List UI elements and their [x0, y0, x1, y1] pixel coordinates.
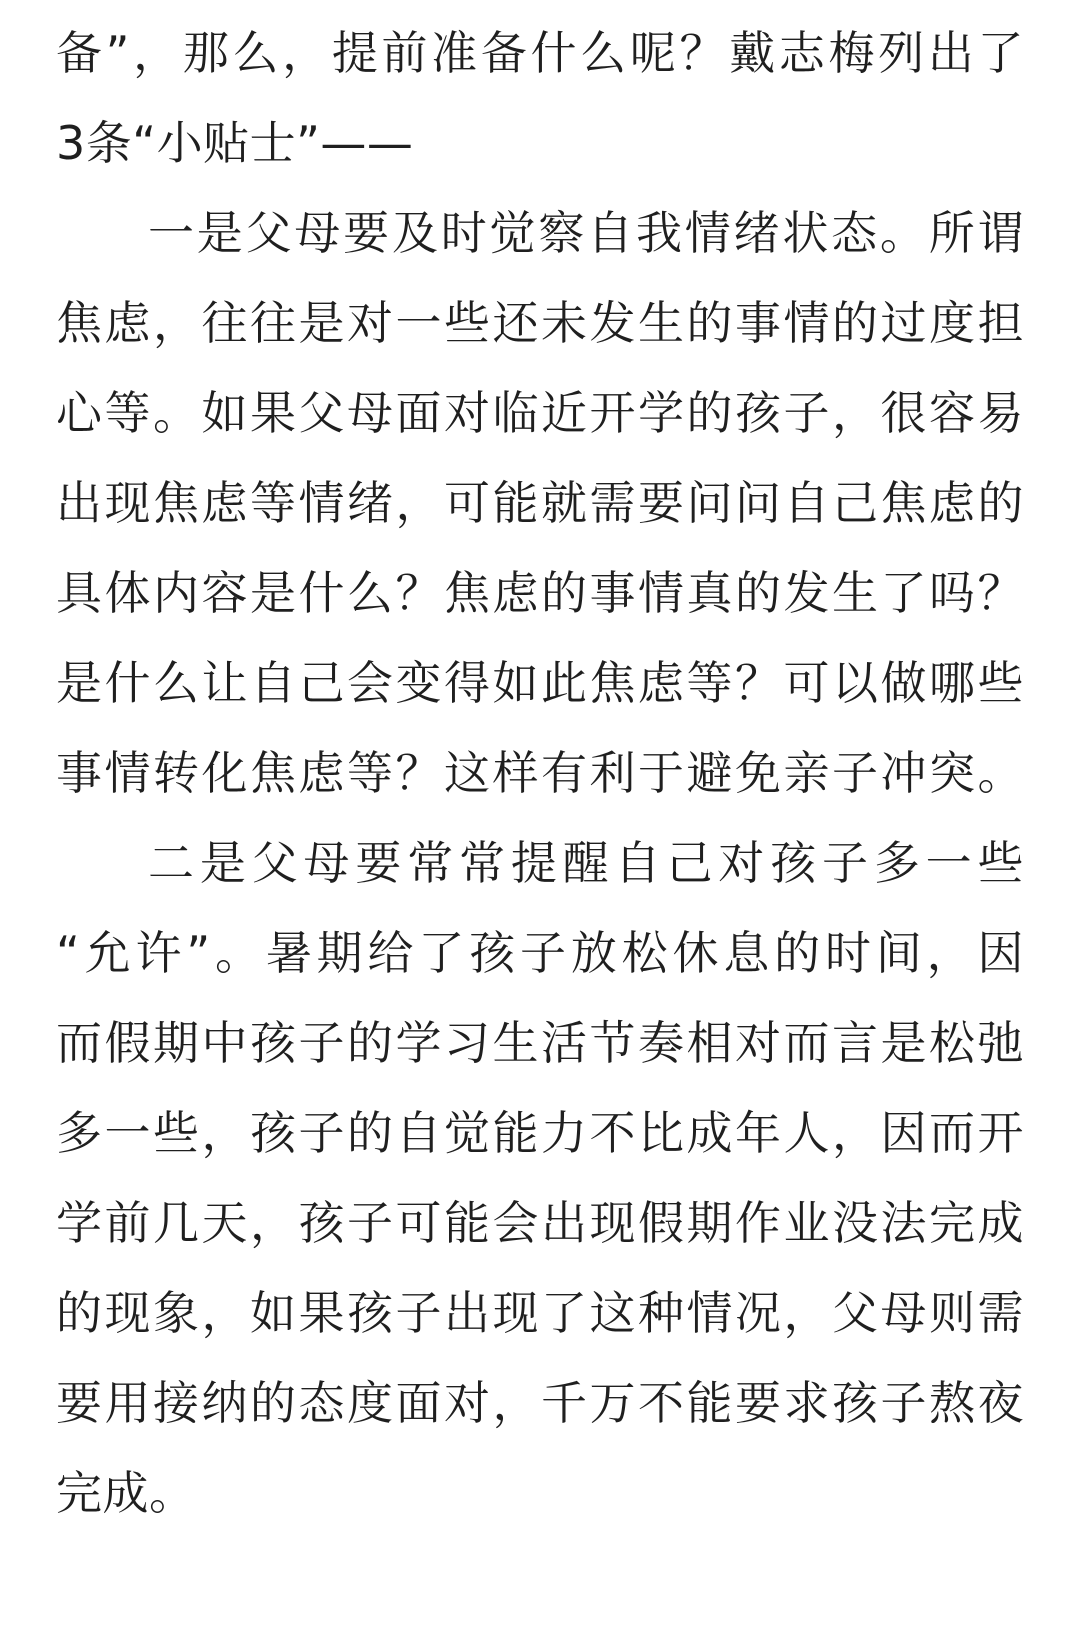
paragraph-2	[56, 188, 1024, 818]
text-line: 3条“小贴士”——	[56, 116, 414, 170]
text-line: 多一些，孩子的自觉能力不比成年人，因而开	[56, 1106, 1024, 1160]
text-line: 完成。	[56, 1466, 196, 1520]
paragraph-1	[56, 8, 1024, 188]
text-line: 备”，那么，提前准备什么呢？戴志梅列出了	[56, 26, 1024, 80]
text-line: 心等。如果父母面对临近开学的孩子，很容易	[56, 386, 1024, 440]
text-line: 学前几天，孩子可能会出现假期作业没法完成	[56, 1196, 1024, 1250]
text-line: “允许”。暑期给了孩子放松休息的时间，因	[56, 926, 1024, 980]
text-line: 出现焦虑等情绪，可能就需要问问自己焦虑的	[56, 476, 1024, 530]
text-line: 具体内容是什么？焦虑的事情真的发生了吗？	[56, 566, 1024, 620]
text-line: 焦虑，往往是对一些还未发生的事情的过度担	[56, 296, 1024, 350]
text-line: 要用接纳的态度面对，千万不能要求孩子熬夜	[56, 1376, 1024, 1430]
text-line: 一是父母要及时觉察自我情绪状态。所谓	[148, 206, 1024, 260]
text-line: 二是父母要常常提醒自己对孩子多一些	[148, 836, 1024, 890]
text-line: 的现象，如果孩子出现了这种情况，父母则需	[56, 1286, 1024, 1340]
text-line: 是什么让自己会变得如此焦虑等？可以做哪些	[56, 656, 1024, 710]
text-line: 而假期中孩子的学习生活节奏相对而言是松弛	[56, 1016, 1024, 1070]
text-line: 事情转化焦虑等？这样有利于避免亲子冲突。	[56, 746, 1024, 800]
paragraph-3	[56, 818, 1024, 1538]
